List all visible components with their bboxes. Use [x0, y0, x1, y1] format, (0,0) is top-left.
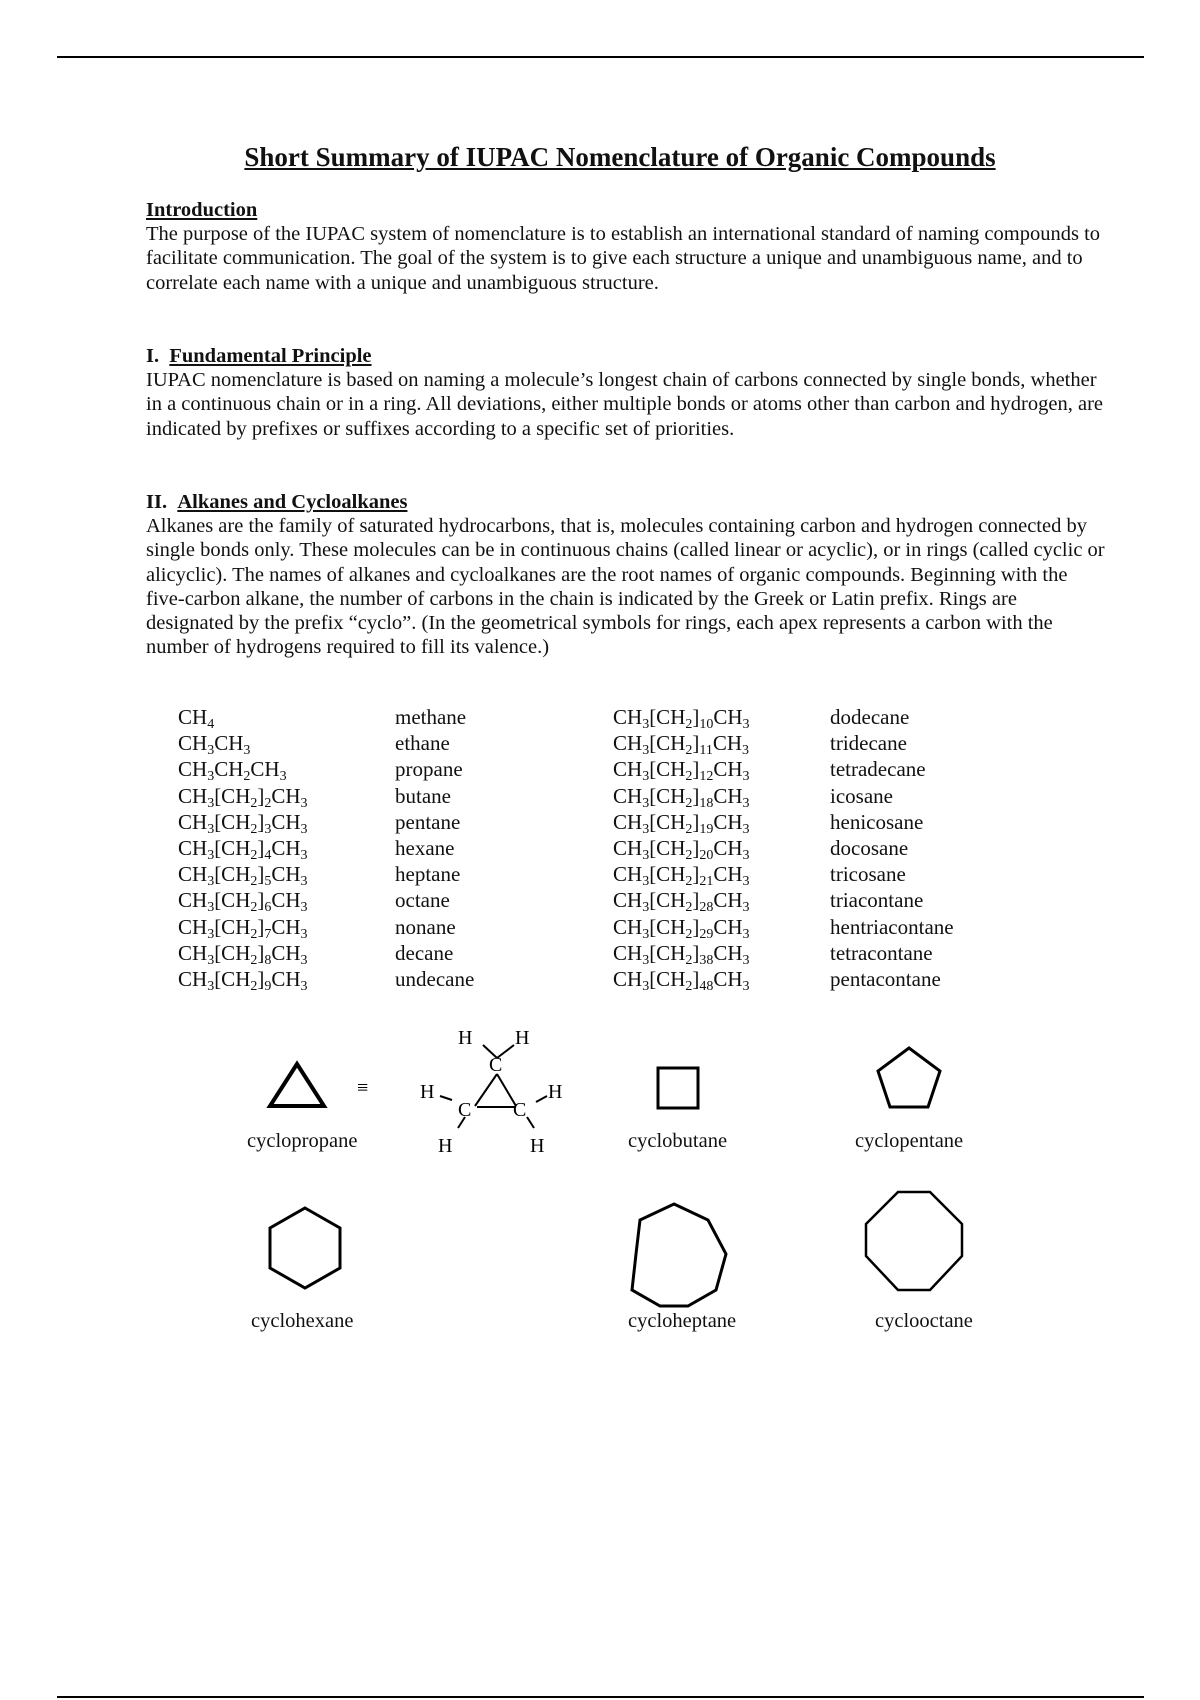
- name-cell: heptane: [395, 862, 461, 887]
- section-number: I.: [146, 345, 160, 367]
- name-cell: tridecane: [830, 731, 907, 756]
- formula-cell: $CH_3[CH_2]_5CH_3$: [178, 862, 308, 890]
- name-cell: decane: [395, 940, 454, 965]
- name-cell: octane: [395, 888, 450, 913]
- name-cell: methane: [395, 705, 467, 729]
- formula-cell: $CH_3[CH_2]_2CH_3$: [178, 783, 308, 811]
- cycloheptane-heptagon-icon: [632, 1204, 726, 1306]
- name-cell: dodecane: [830, 705, 910, 729]
- name-cell: hentriacontane: [830, 914, 954, 939]
- formula-cell: $CH_3[CH_2]_8CH_3$: [178, 940, 308, 968]
- atom-label: H: [530, 1135, 545, 1157]
- section-number: II.: [146, 491, 168, 513]
- alkanes-body: Alkanes are the family of saturated hydrocarbons, that is, molecules containing carbon and hydrogen connected by single bonds only. These molecules can be in continuous chains (called linear or acyclic), or in rings (called cyclic or alicyclic). The names of alkanes and cycloalkanes are the root names of organic compounds. Beginning with the five-carbon alkane, the number of carbons in the chain is indicated by the Greek or Latin prefix. Rings are designated by the prefix “cyclo”. (In the geometrical symbols for rings, each apex represents a carbon with the number of hydrogens required to fill its valence.): [146, 515, 1105, 659]
- formula-cell: $CH_3[CH_2]_3CH_3$: [178, 809, 308, 837]
- atom-label: H: [515, 1027, 530, 1049]
- atom-label: H: [420, 1081, 435, 1103]
- bottom-rule: [57, 1696, 1144, 1698]
- formula-cell: $CH_4$: [178, 705, 215, 732]
- formula-cell: $CH_3[CH_2]_{48}CH_3$: [613, 967, 750, 995]
- formula-cell: $CH_3[CH_2]_9CH_3$: [178, 967, 308, 995]
- name-cell: tetracontane: [830, 940, 933, 965]
- name-cell: ethane: [395, 731, 450, 756]
- bond: [440, 1096, 452, 1100]
- name-cell: docosane: [830, 836, 909, 861]
- atom-label: C: [513, 1099, 527, 1121]
- bond: [536, 1096, 547, 1102]
- formula-cell: $CH_3[CH_2]_{28}CH_3$: [613, 888, 750, 916]
- name-cell: tricosane: [830, 862, 906, 887]
- name-cell: triacontane: [830, 888, 924, 913]
- formula-cell: $CH_3[CH_2]_{21}CH_3$: [613, 862, 750, 890]
- name-cell: propane: [395, 757, 463, 782]
- atom-label: H: [438, 1135, 453, 1157]
- cyclopropane-atoms: [420, 1027, 562, 1157]
- cyclooctane-label: cyclooctane: [875, 1310, 973, 1332]
- formula-cell: $CH_3[CH_2]_{29}CH_3$: [613, 914, 750, 942]
- name-cell: butane: [395, 783, 451, 808]
- name-cell: pentane: [395, 809, 461, 834]
- formula-cell: $CH_3[CH_2]_{19}CH_3$: [613, 809, 750, 837]
- alkanes-heading: Alkanes and Cycloalkanes: [177, 491, 408, 513]
- cyclohexane-hexagon-icon: [270, 1208, 340, 1288]
- formula-cell: $CH_3[CH_2]_{38}CH_3$: [613, 940, 750, 968]
- document-title: Short Summary of IUPAC Nomenclature of Organic Compounds: [244, 142, 996, 172]
- introduction-body: The purpose of the IUPAC system of nomenclature is to establish an international standard of naming compounds to facilitate communication. The goal of the system is to give each structure a unique and unambiguous name, and to correlate each name with a unique and unambiguous structure.: [146, 223, 1101, 294]
- name-cell: tetradecane: [830, 757, 926, 782]
- name-cell: icosane: [830, 783, 893, 808]
- name-cell: hexane: [395, 836, 455, 861]
- introduction-heading: Introduction: [146, 199, 258, 221]
- formula-cell: $CH_3[CH_2]_{10}CH_3$: [613, 705, 750, 732]
- cyclopropane-triangle-icon: [270, 1064, 324, 1106]
- formula-cell: $CH_3CH_2CH_3$: [178, 757, 287, 785]
- formula-cell: $CH_3[CH_2]_{11}CH_3$: [613, 731, 750, 759]
- bond: [527, 1117, 534, 1128]
- formula-cell: $CH_3CH_3$: [178, 731, 251, 759]
- formula-cell: $CH_3[CH_2]_4CH_3$: [178, 836, 308, 864]
- formula-cell: $CH_3[CH_2]_{18}CH_3$: [613, 783, 750, 811]
- fundamental-heading: Fundamental Principle: [169, 345, 372, 367]
- cyclobutane-square-icon: [658, 1068, 698, 1108]
- name-cell: pentacontane: [830, 967, 941, 992]
- formula-cell: $CH_3[CH_2]_{12}CH_3$: [613, 757, 750, 785]
- cyclopentane-label: cyclopentane: [855, 1130, 964, 1152]
- bond: [475, 1074, 497, 1106]
- name-cell: nonane: [395, 914, 456, 939]
- cyclobutane-label: cyclobutane: [628, 1130, 728, 1152]
- cyclohexane-label: cyclohexane: [251, 1310, 354, 1332]
- formula-cell: $CH_3[CH_2]_{20}CH_3$: [613, 836, 750, 864]
- atom-label: H: [458, 1027, 473, 1049]
- atom-label: C: [489, 1054, 503, 1076]
- equivalence-sign: ≡: [357, 1077, 369, 1099]
- cyclopentane-pentagon-icon: [878, 1048, 940, 1107]
- formula-cell: $CH_3[CH_2]_6CH_3$: [178, 888, 308, 916]
- atom-label: H: [548, 1081, 563, 1103]
- atom-label: C: [458, 1099, 472, 1121]
- name-cell: undecane: [395, 967, 475, 992]
- formula-cell: $CH_3[CH_2]_7CH_3$: [178, 914, 308, 942]
- cyclooctane-octagon-icon: [866, 1192, 962, 1290]
- cycloheptane-label: cycloheptane: [628, 1310, 737, 1332]
- cyclopropane-label: cyclopropane: [247, 1130, 358, 1152]
- name-cell: henicosane: [830, 809, 924, 834]
- fundamental-body: IUPAC nomenclature is based on naming a molecule’s longest chain of carbons connected by single bonds, whether in a continuous chain or in a ring. All deviations, either multiple bonds or atoms other than carbon and hydrogen, are indicated by prefixes or suffixes according to a specific set of priorities.: [146, 369, 1104, 440]
